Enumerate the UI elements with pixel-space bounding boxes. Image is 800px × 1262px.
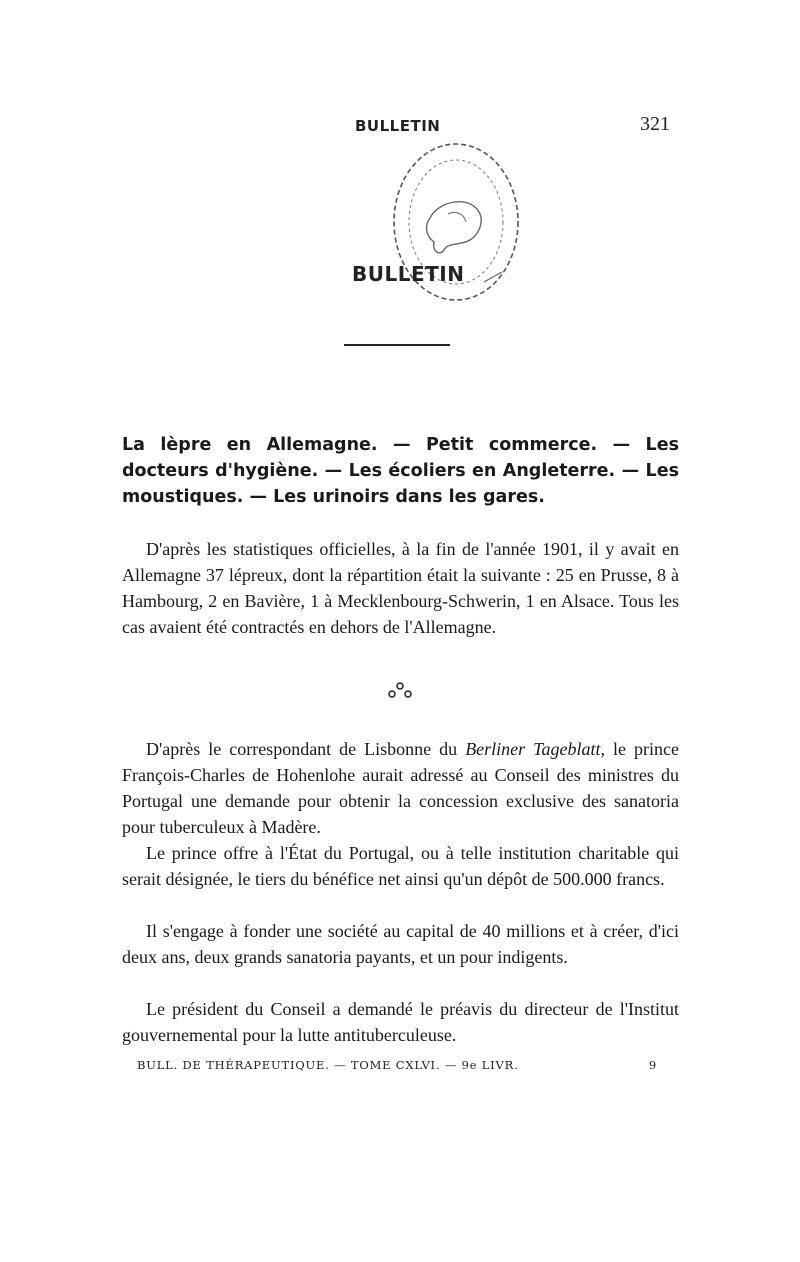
signature-mark: 9 [648, 1058, 657, 1072]
paragraph-commitment: Il s'engage à fonder une société au capital de 40 millions et à créer, d'ici deux ans, deux grands sanatoria payants, et un pour indigents. [122, 921, 679, 967]
section-divider [344, 344, 450, 346]
newspaper-name: Berliner Tageblatt [465, 739, 601, 759]
stamp-seal-icon [352, 122, 542, 322]
page-number: 321 [640, 113, 670, 135]
library-stamp [352, 122, 542, 322]
asterism-separator [380, 680, 420, 700]
footer-citation: BULL. DE THÉRAPEUTIQUE. — TOME CXLVI. — 9e LIVR. [137, 1058, 519, 1072]
paragraph-offer: Le prince offre à l'État du Portugal, ou à telle institution charitable qui serait désignée, le tiers du bénéfice net ainsi qu'un dépôt de 500.000 francs. [122, 843, 679, 889]
p2-text-end: , le prince François-Charles de Hohenlohe aurait adressé au Conseil des ministres du Portugal une demande pour obtenir la concession exclusive des sanatoria pour tuberculeux à Madère. [122, 739, 680, 837]
paragraph-hohenlohe [122, 736, 679, 840]
paragraph-leprosy: D'après les statistiques officielles, à la fin de l'année 1901, il y avait en Allemagne 37 lépreux, dont la répartition était la suivante : 25 en Prusse, 8 à Hambourg, 2 en Bavière, 1 à Mecklenbourg-Schwerin, 1 en Alsace. Tous les cas avaient été contractés en dehors de l'Allemagne. [122, 539, 679, 637]
header-title: BULLETIN [355, 117, 441, 135]
article-summary: La lèpre en Allemagne. — Petit commerce. — Les docteurs d'hygiène. — Les écoliers en Angleterre. — Les moustiques. — Les urinoirs dans les gares. [122, 435, 679, 507]
stamp-label: BULLETIN [352, 262, 465, 286]
p2-text-start: D'après le correspondant de Lisbonne du [146, 739, 466, 759]
page-footer [137, 1058, 657, 1072]
paragraph-president: Le président du Conseil a demandé le préavis du directeur de l'Institut gouvernemental pour la lutte antituberculeuse. [122, 999, 679, 1045]
